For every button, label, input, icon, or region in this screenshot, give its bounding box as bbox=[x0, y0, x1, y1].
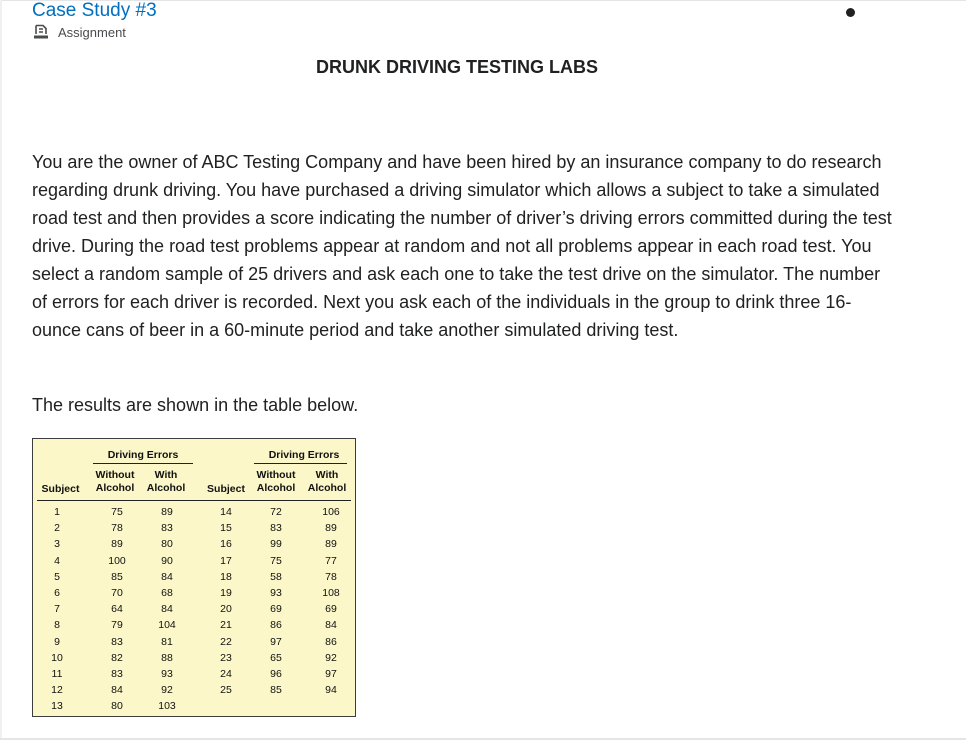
header-with-alcohol-right: With Alcohol bbox=[307, 469, 347, 494]
with-alcohol-cell-left: 93 bbox=[161, 668, 173, 680]
results-intro: The results are shown in the table below. bbox=[32, 395, 359, 415]
without-alcohol-cell-right: 85 bbox=[270, 684, 282, 697]
without-alcohol-cell-left: 100 bbox=[108, 554, 126, 567]
with-alcohol-cell-left: 103 bbox=[158, 700, 176, 713]
with-alcohol-cell-right: 69 bbox=[325, 603, 337, 616]
without-alcohol-cell-left: 89 bbox=[111, 538, 123, 551]
with-alcohol-cell-left: 92 bbox=[161, 684, 173, 697]
group-label-right: Driving Errors bbox=[268, 449, 340, 461]
group-rule-right bbox=[254, 463, 347, 464]
header-without-alcohol-right: Without Alcohol bbox=[256, 469, 296, 494]
subject-cell-right: 15 bbox=[220, 522, 232, 535]
subject-cell-left: 2 bbox=[54, 522, 60, 535]
without-alcohol-cell-left: 64 bbox=[111, 603, 123, 616]
group-label-left: Driving Errors bbox=[107, 449, 179, 461]
with-alcohol-cell-left: 83 bbox=[161, 522, 173, 535]
with-alcohol-cell-left: 90 bbox=[161, 554, 173, 567]
subject-cell-right: 21 bbox=[220, 619, 232, 632]
header-with-alcohol-left: With Alcohol bbox=[146, 469, 186, 494]
subject-cell-left: 13 bbox=[51, 700, 63, 713]
without-alcohol-cell-right: 75 bbox=[270, 554, 282, 567]
document-heading: DRUNK DRIVING TESTING LABS bbox=[315, 57, 598, 77]
header-without-alcohol-left: Without Alcohol bbox=[95, 469, 135, 494]
subject-cell-left: 8 bbox=[54, 619, 60, 632]
with-alcohol-cell-right: 89 bbox=[325, 538, 337, 551]
with-alcohol-cell-right: 86 bbox=[325, 635, 337, 648]
without-alcohol-cell-right: 96 bbox=[270, 668, 282, 680]
subject-cell-left: 11 bbox=[51, 668, 63, 680]
with-alcohol-cell-right: 77 bbox=[325, 554, 337, 567]
with-alcohol-cell-left: 104 bbox=[158, 619, 176, 632]
subject-cell-left: 10 bbox=[51, 651, 63, 664]
with-alcohol-cell-right: 78 bbox=[325, 570, 337, 583]
header-rule bbox=[37, 500, 351, 501]
subject-cell-right: 16 bbox=[220, 538, 232, 551]
without-alcohol-cell-right: 69 bbox=[270, 603, 282, 616]
without-alcohol-cell-right: 72 bbox=[270, 506, 282, 518]
without-alcohol-cell-left: 85 bbox=[111, 570, 123, 583]
subject-cell-left: 4 bbox=[54, 554, 60, 567]
subject-cell-right: 23 bbox=[220, 651, 232, 664]
with-alcohol-cell-right: 97 bbox=[325, 668, 337, 680]
with-alcohol-cell-left: 84 bbox=[161, 570, 173, 583]
without-alcohol-cell-left: 80 bbox=[111, 700, 123, 713]
assignment-type bbox=[33, 24, 126, 40]
without-alcohol-cell-right: 93 bbox=[270, 587, 282, 599]
more-dot-icon[interactable] bbox=[846, 8, 855, 17]
with-alcohol-cell-left: 88 bbox=[161, 651, 173, 664]
without-alcohol-cell-right: 58 bbox=[270, 570, 282, 583]
without-alcohol-cell-right: 86 bbox=[270, 619, 282, 632]
subject-cell-left: 3 bbox=[54, 538, 60, 551]
left-border bbox=[0, 0, 2, 740]
subject-cell-left: 5 bbox=[54, 570, 60, 583]
with-alcohol-cell-left: 68 bbox=[161, 587, 173, 599]
group-rule-left bbox=[93, 463, 193, 464]
without-alcohol-cell-left: 78 bbox=[111, 522, 123, 535]
subject-cell-right: 24 bbox=[220, 668, 232, 680]
driving-errors-table bbox=[32, 438, 356, 717]
assignment-type-label: Assignment bbox=[58, 24, 126, 40]
with-alcohol-cell-left: 84 bbox=[161, 603, 173, 616]
subject-cell-left: 7 bbox=[54, 603, 60, 616]
header-subject-right: Subject bbox=[207, 483, 245, 495]
with-alcohol-cell-left: 89 bbox=[161, 506, 173, 518]
without-alcohol-cell-right: 99 bbox=[270, 538, 282, 551]
subject-cell-left: 6 bbox=[54, 587, 60, 599]
subject-cell-left: 9 bbox=[54, 635, 60, 648]
without-alcohol-cell-left: 82 bbox=[111, 651, 123, 664]
assignment-title-link[interactable]: Case Study #3 bbox=[32, 0, 157, 21]
with-alcohol-cell-right: 89 bbox=[325, 522, 337, 535]
without-alcohol-cell-left: 70 bbox=[111, 587, 123, 599]
subject-cell-left: 1 bbox=[54, 506, 60, 518]
subject-cell-right: 22 bbox=[220, 635, 232, 648]
with-alcohol-cell-right: 84 bbox=[325, 619, 337, 632]
subject-cell-right: 14 bbox=[220, 506, 232, 518]
assignment-icon bbox=[33, 24, 49, 40]
with-alcohol-cell-left: 80 bbox=[161, 538, 173, 551]
without-alcohol-cell-left: 83 bbox=[111, 668, 123, 680]
with-alcohol-cell-right: 106 bbox=[322, 506, 340, 518]
without-alcohol-cell-right: 65 bbox=[270, 651, 282, 664]
with-alcohol-cell-right: 92 bbox=[325, 651, 337, 664]
header-subject-left: Subject bbox=[41, 483, 80, 495]
without-alcohol-cell-right: 83 bbox=[270, 522, 282, 535]
without-alcohol-cell-left: 83 bbox=[111, 635, 123, 648]
without-alcohol-cell-left: 75 bbox=[111, 506, 123, 518]
with-alcohol-cell-right: 108 bbox=[322, 587, 340, 599]
without-alcohol-cell-left: 84 bbox=[111, 684, 123, 697]
document-paragraph: You are the owner of ABC Testing Company and have been hired by an insurance company to do research regarding drunk driving. You have purchased a driving simulator which allows a subject to take a simulated road test and then provides a score indicating the number of driver’s driving errors committed during the test drive. During the road test problems appear at random and not all problems appear in each road test. You select a random sample of 25 drivers and ask each one to take the test drive on the simulator. The number of errors for each driver is recorded. Next you ask each of the individuals in the group to drink three 16-ounce cans of beer in a 60-minute period and take another simulated driving test. bbox=[32, 152, 892, 340]
subject-cell-right: 25 bbox=[220, 684, 232, 697]
without-alcohol-cell-left: 79 bbox=[111, 619, 123, 632]
subject-cell-right: 19 bbox=[220, 587, 232, 599]
with-alcohol-cell-right: 94 bbox=[325, 684, 337, 697]
subject-cell-left: 12 bbox=[51, 684, 63, 697]
subject-cell-right: 20 bbox=[220, 603, 232, 616]
subject-cell-right: 18 bbox=[220, 570, 232, 583]
with-alcohol-cell-left: 81 bbox=[161, 635, 173, 648]
without-alcohol-cell-right: 97 bbox=[270, 635, 282, 648]
subject-cell-right: 17 bbox=[220, 554, 232, 567]
